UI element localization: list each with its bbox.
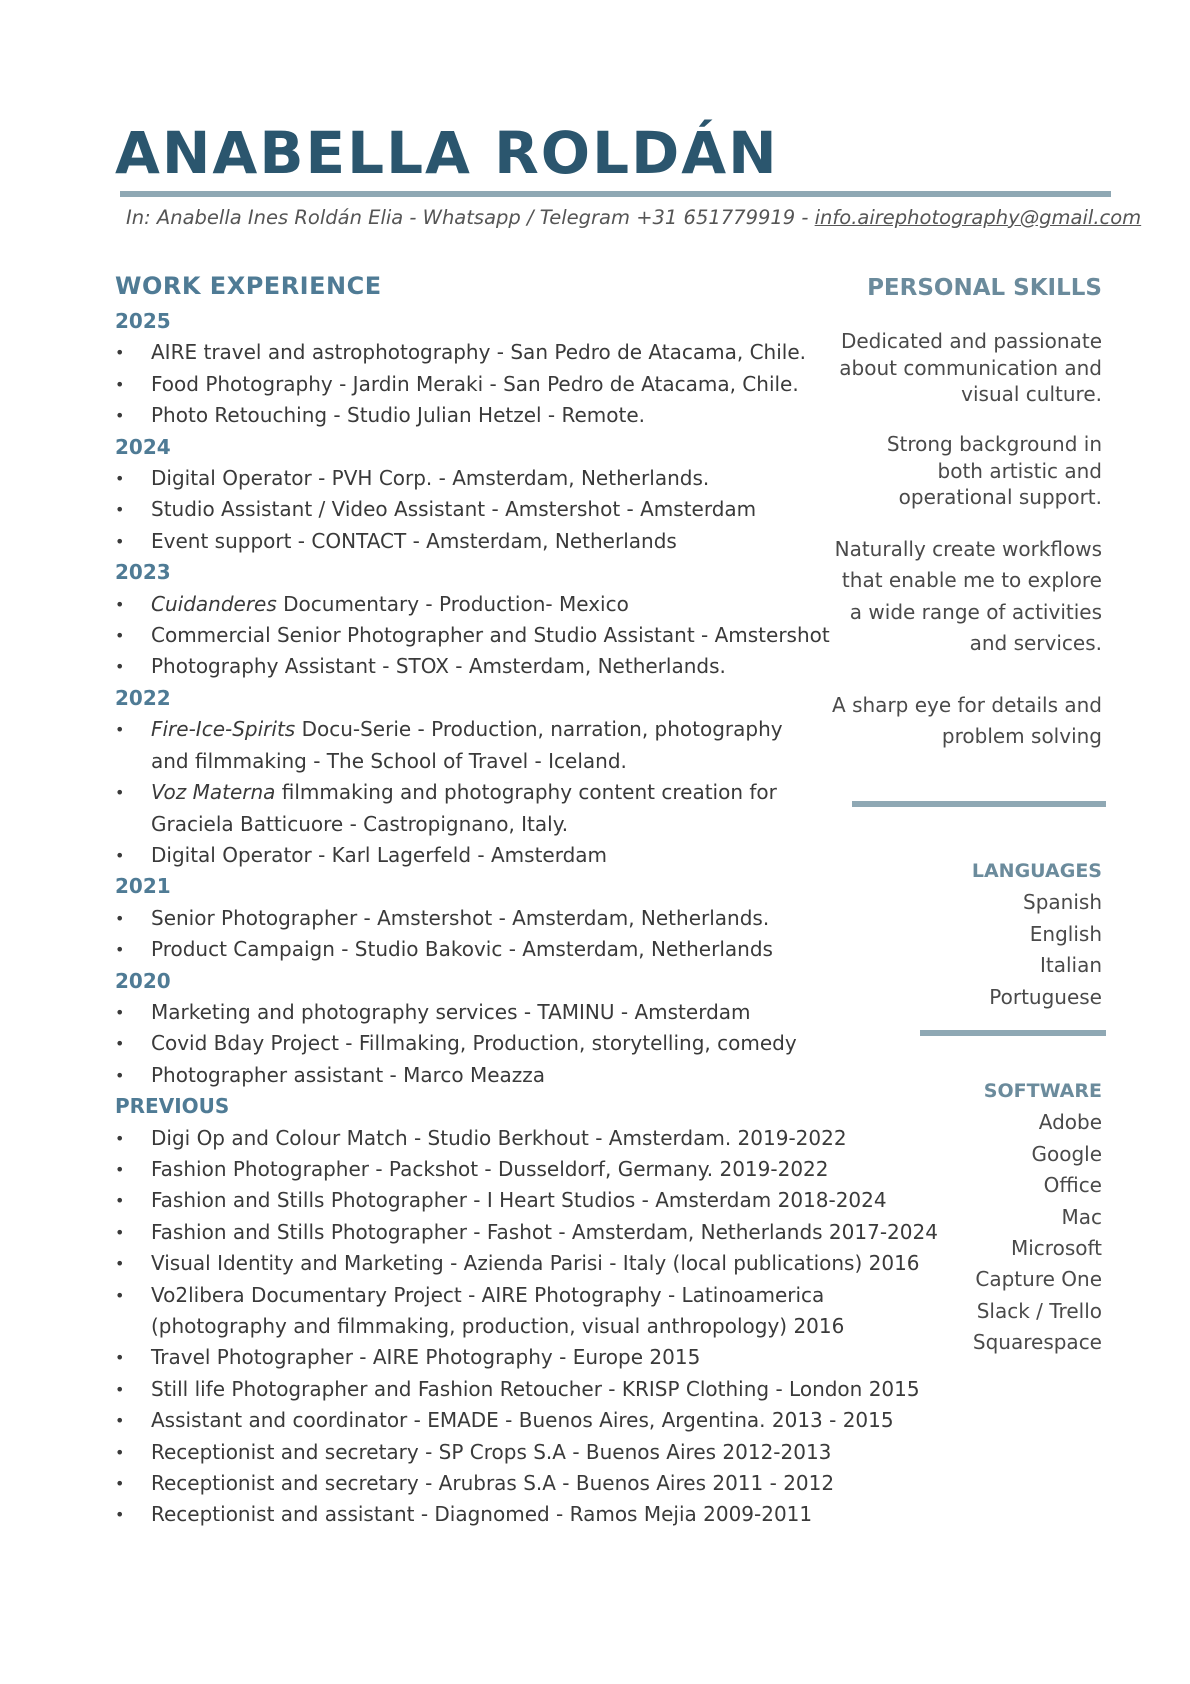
- list-2025: [115, 337, 905, 431]
- list-item: • Photo Retouching - Studio Julian Hetzel - Remote.: [115, 400, 905, 431]
- list-item: • Receptionist and assistant - Diagnomed - Ramos Mejia 2009-2011: [115, 1499, 905, 1530]
- software-item: Office: [1043, 1173, 1102, 1198]
- item-text: Documentary - Production- Mexico: [276, 591, 629, 616]
- language-item: Portuguese: [989, 984, 1102, 1009]
- skill-paragraph: [802, 431, 1102, 511]
- software-heading: SOFTWARE: [983, 1080, 1102, 1102]
- skill-line: both artistic and: [937, 458, 1102, 483]
- list-item: [115, 589, 905, 620]
- work-experience-heading: WORK EXPERIENCE: [115, 272, 382, 300]
- resume-name: ANABELLA ROLDÁN: [115, 119, 779, 187]
- list-item: • Fashion and Stills Photographer - I Heart Studios - Amsterdam 2018-2024: [115, 1185, 905, 1216]
- language-item: Italian: [1039, 953, 1102, 978]
- skills-divider: [852, 801, 1106, 807]
- skill-line: that enable me to explore: [841, 568, 1102, 593]
- skill-line: operational support.: [898, 485, 1102, 509]
- item-text: and filmmaking - The School of Travel - Iceland.: [151, 748, 627, 773]
- software-item: Mac: [1061, 1204, 1102, 1229]
- list-item: • Photography Assistant - STOX - Amsterdam, Netherlands.: [115, 651, 905, 682]
- list-item: • Commercial Senior Photographer and Studio Assistant - Amstershot: [115, 620, 905, 651]
- work-experience-section: [115, 271, 938, 1531]
- list-item: • Event support - CONTACT - Amsterdam, Netherlands: [115, 526, 905, 557]
- skill-line: Naturally create workflows: [834, 537, 1102, 561]
- list-item: • Fashion Photographer - Packshot - Dusseldorf, Germany. 2019-2022: [115, 1154, 905, 1185]
- skill-line: a wide range of activities: [849, 599, 1102, 624]
- skill-line: A sharp eye for details and: [832, 693, 1102, 717]
- list-item: • Assistant and coordinator - EMADE - Buenos Aires, Argentina. 2013 - 2015: [115, 1405, 905, 1436]
- list-item: • Senior Photographer - Amstershot - Amsterdam, Netherlands.: [115, 903, 905, 934]
- item-text: Vo2libera Documentary Project - AIRE Photography - Latinoamerica: [151, 1282, 825, 1307]
- list-item: • Marketing and photography services - TAMINU - Amsterdam: [115, 997, 905, 1028]
- language-item: English: [1029, 921, 1102, 946]
- list-item: [115, 777, 905, 840]
- list-item: • Visual Identity and Marketing - Azienda Parisi - Italy (local publications) 2016: [115, 1248, 905, 1279]
- list-item: [115, 714, 905, 777]
- skill-line: problem solving: [941, 724, 1102, 749]
- list-item: • AIRE travel and astrophotography - San Pedro de Atacama, Chile.: [115, 337, 905, 368]
- software-item: Squarespace: [972, 1330, 1102, 1355]
- list-item: [115, 1280, 905, 1343]
- list-item: • Fashion and Stills Photographer - Fashot - Amsterdam, Netherlands 2017-2024: [115, 1217, 905, 1248]
- year-2021: 2021: [115, 874, 171, 899]
- email-link[interactable]: info.airephotography@gmail.com: [814, 206, 1142, 229]
- software-section: [802, 1076, 1102, 1359]
- list-item: • Receptionist and secretary - SP Crops S.A - Buenos Aires 2012-2013: [115, 1437, 905, 1468]
- skill-line: visual culture.: [961, 382, 1102, 406]
- list-item: • Studio Assistant / Video Assistant - Amstershot - Amsterdam: [115, 494, 905, 525]
- project-title: Cuidanderes: [151, 591, 277, 616]
- project-title: Fire-Ice-Spirits: [151, 717, 296, 742]
- list-2021: [115, 903, 905, 966]
- list-item: • Still life Photographer and Fashion Retoucher - KRISP Clothing - London 2015: [115, 1374, 905, 1405]
- language-item: Spanish: [1023, 890, 1102, 915]
- list-2020: [115, 997, 905, 1091]
- software-item: Google: [1031, 1141, 1102, 1166]
- list-item: • Food Photography - Jardin Meraki - San Pedro de Atacama, Chile.: [115, 369, 905, 400]
- year-previous: PREVIOUS: [115, 1094, 230, 1119]
- item-text: Docu-Serie - Production, narration, photography: [295, 717, 783, 742]
- year-2020: 2020: [115, 968, 171, 993]
- list-2023: [115, 589, 905, 683]
- skill-line: about communication and: [839, 355, 1102, 380]
- skill-paragraph: [802, 534, 1102, 660]
- list-2024: [115, 463, 905, 557]
- list-item: • Digi Op and Colour Match - Studio Berkhout - Amsterdam. 2019-2022: [115, 1123, 905, 1154]
- software-item: Microsoft: [1010, 1236, 1102, 1261]
- project-title: Voz Materna: [151, 780, 276, 805]
- personal-skills-heading: PERSONAL SKILLS: [867, 275, 1102, 301]
- list-item: • Digital Operator - Karl Lagerfeld - Amsterdam: [115, 840, 905, 871]
- year-2023: 2023: [115, 560, 171, 585]
- list-previous: [115, 1123, 938, 1531]
- list-item: • Covid Bday Project - Fillmaking, Production, storytelling, comedy: [115, 1028, 905, 1059]
- skill-paragraph: [802, 328, 1102, 408]
- software-item: Adobe: [1038, 1110, 1102, 1135]
- list-item: • Receptionist and secretary - Arubras S.A - Buenos Aires 2011 - 2012: [115, 1468, 905, 1499]
- skill-paragraph: [802, 690, 1102, 753]
- contact-text: In: Anabella Ines Roldán Elia - Whatsapp / Telegram +31 651779919 -: [126, 206, 815, 229]
- software-item: Capture One: [975, 1267, 1102, 1292]
- item-text: Graciela Batticuore - Castropignano, Italy.: [151, 811, 569, 836]
- contact-line: [126, 205, 1141, 231]
- list-2022: [115, 714, 905, 871]
- list-item: • Photographer assistant - Marco Meazza: [115, 1060, 905, 1091]
- skill-line: Dedicated and passionate: [840, 329, 1102, 353]
- list-item: • Travel Photographer - AIRE Photography - Europe 2015: [115, 1342, 905, 1373]
- list-item: • Product Campaign - Studio Bakovic - Amsterdam, Netherlands: [115, 934, 905, 965]
- languages-divider: [920, 1030, 1106, 1036]
- item-text: filmmaking and photography content creation for: [275, 780, 777, 805]
- year-2024: 2024: [115, 434, 171, 459]
- skill-line: and services.: [969, 631, 1102, 656]
- title-divider: [120, 191, 1111, 197]
- year-2025: 2025: [115, 309, 171, 333]
- year-2022: 2022: [115, 685, 171, 710]
- skill-line: Strong background in: [886, 432, 1102, 456]
- software-item: Slack / Trello: [976, 1298, 1102, 1323]
- languages-section: [802, 856, 1102, 1013]
- languages-heading: LANGUAGES: [971, 860, 1102, 882]
- item-text: (photography and filmmaking, production, visual anthropology) 2016: [151, 1314, 845, 1338]
- list-item: • Digital Operator - PVH Corp. - Amsterdam, Netherlands.: [115, 463, 905, 494]
